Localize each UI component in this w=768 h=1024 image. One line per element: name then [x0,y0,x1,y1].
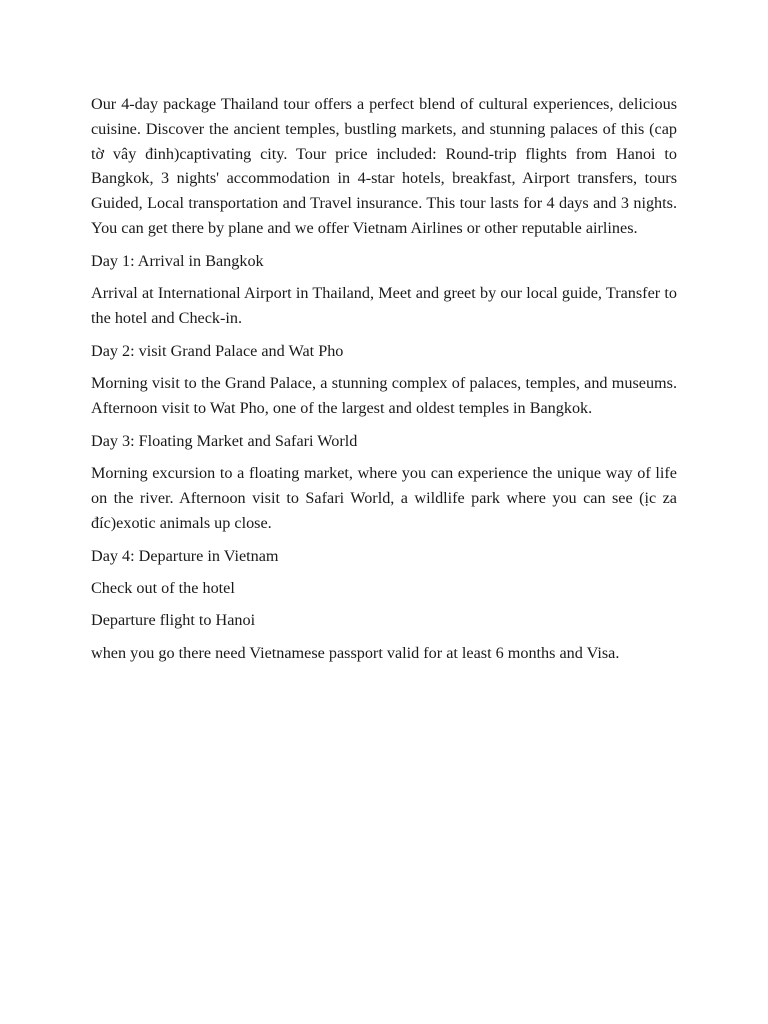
document-page [91,92,677,673]
day-1-heading: Day 1: Arrival in Bangkok [91,251,264,270]
day-4-checkout-line: Check out of the hotel [91,578,235,597]
visa-note-paragraph: when you go there need Vietnamese passport valid for at least 6 months and Visa. [91,643,620,662]
day-1-paragraph: Arrival at International Airport in Thailand, Meet and greet by our local guide, Transfer to the hotel and Check-in. [91,284,677,327]
day-4-heading: Day 4: Departure in Vietnam [91,546,279,565]
day-2-paragraph: Morning visit to the Grand Palace, a stunning complex of palaces, temples, and museums. Afternoon visit to Wat Pho, one of the largest and oldest temples in Bangkok. [91,374,677,417]
day-3-heading: Day 3: Floating Market and Safari World [91,431,358,450]
day-3-paragraph: Morning excursion to a floating market, where you can experience the unique way of life on the river. Afternoon visit to Safari World, a wildlife park where you can see (ịc za đíc)exotic animals up close. [91,464,677,532]
intro-paragraph: Our 4-day package Thailand tour offers a perfect blend of cultural experiences, delicious cuisine. Discover the ancient temples, bustling markets, and stunning palaces of this (cap tờ vây đinh)captivating city. Tour price included: Round-trip flights from Hanoi to Bangkok, 3 nights' accommodation in 4-star hotels, breakfast, Airport transfers, tours Guided, Local transportation and Travel insurance. This tour lasts for 4 days and 3 nights. You can get there by plane and we offer Vietnam Airlines or other reputable airlines. [91,95,677,237]
day-4-flight-line: Departure flight to Hanoi [91,611,256,630]
day-2-heading: Day 2: visit Grand Palace and Wat Pho [91,341,344,360]
